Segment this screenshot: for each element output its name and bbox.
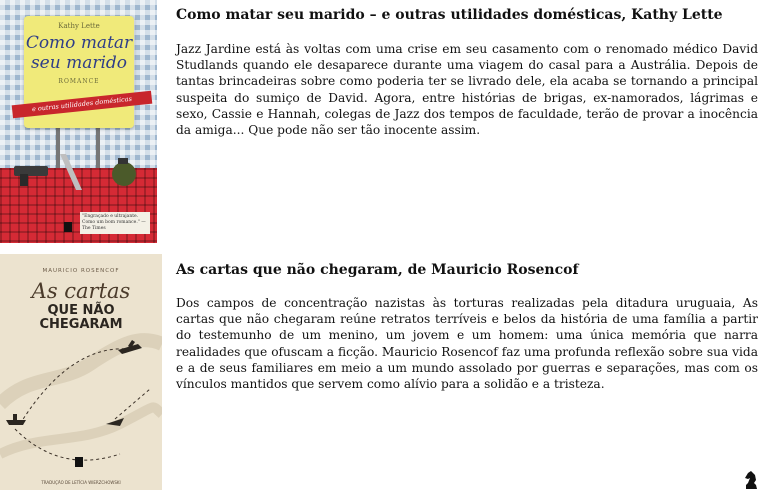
cover-genre: ROMANCE	[58, 78, 100, 85]
book-title: As cartas que não chegaram, de Mauricio Rosencof	[176, 262, 579, 278]
cover-title-label	[24, 16, 134, 128]
book-title: Como matar seu marido – e outras utilidades domésticas, Kathy Lette	[176, 7, 723, 23]
cover-translator-credit: TRADUÇÃO DE LETÍCIA WIERZCHOWSKI	[41, 480, 121, 485]
ship-icon	[6, 414, 26, 425]
cover-author: Kathy Lette	[58, 22, 100, 30]
cover-quote: "Engraçado e ultrajante. Como um bom romance." — The Times	[80, 212, 150, 234]
book-cover-como-matar-seu-marido[interactable]	[0, 0, 157, 243]
book-description: Jazz Jardine está às voltas com uma crise em seu casamento com o renomado médico David Studlands quando ele desaparece durante uma viagem do casal para a Austrália. Depois de tantas brincadeiras sobre como poderia ter se livrado dele, ela acaba se tornando a principal suspeita do sumiço de David. Agora, entre histórias de brigas, ex-namorados, lágrimas e sexo, Cassie e Hannah, colegas de Jazz dos tempos de faculdade, terão de provar a inocência da amiga... Que pode não ser tão inocente assim.	[176, 42, 758, 138]
basket-items-illustration	[0, 150, 157, 200]
cover-title-line: seu marido	[30, 53, 128, 73]
book-cover-as-cartas-que-nao-chegaram[interactable]	[0, 254, 162, 490]
cover-title-line: CHEGARAM	[39, 317, 123, 332]
cover-title-line: As cartas	[31, 279, 131, 303]
cover-title-line: Como matar	[25, 33, 133, 53]
publisher-logo-icon	[75, 457, 83, 467]
publisher-logo-icon	[64, 222, 72, 232]
knight-icon	[742, 470, 760, 490]
cover-title-line: QUE NÃO	[47, 303, 115, 318]
cover-ribbon: e outras utilidades domésticas	[12, 91, 153, 119]
cover-author: MAURICIO ROSENCOF	[42, 268, 120, 274]
book-description: Dos campos de concentração nazistas às torturas realizadas pela ditadura uruguaia, As cartas que não chegaram reúne retratos terríveis e belos da história de uma família a partir do testemunho de um menino, um jovem e um homem: uma única memória que narra realidades que ofuscam a ficção. Mauricio Rosencof faz uma profunda reflexão sobre sua vida e a de seus familiares em meio a um mundo assolado por guerras e separações, mas com os vínculos mantidos que servem como alívio para a solidão e a tristeza.	[176, 296, 758, 392]
